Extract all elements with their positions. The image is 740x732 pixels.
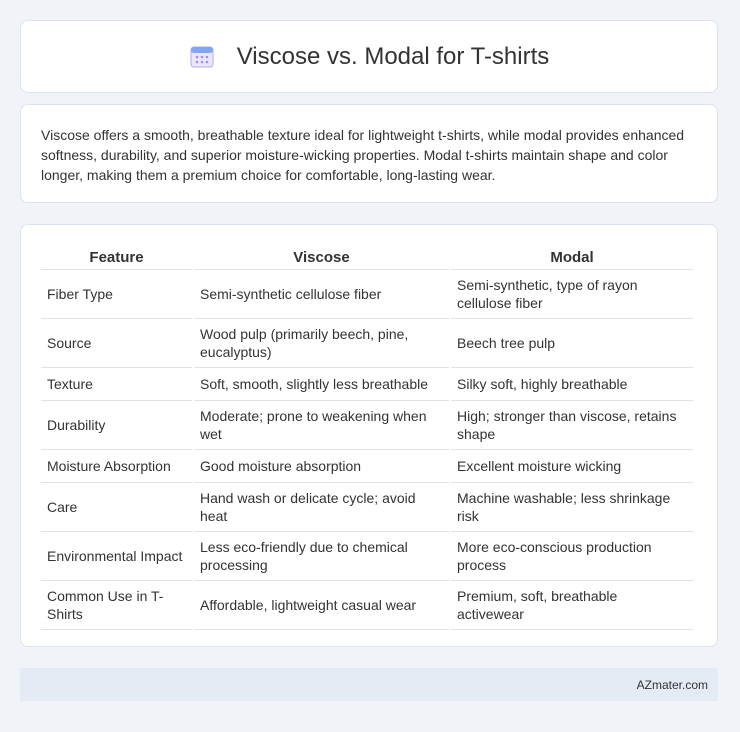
viscose-cell: Hand wash or delicate cycle; avoid heat bbox=[194, 483, 449, 532]
modal-cell: More eco-conscious production process bbox=[451, 532, 693, 581]
summary-text: Viscose offers a smooth, breathable texture ideal for lightweight t-shirts, while modal provides enhanced softness, durability, and superior moisture-wicking properties. Modal t-shirts maintain shape and color longer, making them a premium choice for comfortable, long-lasting wear. bbox=[41, 127, 685, 183]
calendar-icon bbox=[189, 44, 215, 70]
footer-brand[interactable]: AZmater.com bbox=[636, 677, 708, 692]
table-row bbox=[41, 368, 693, 401]
footer bbox=[20, 668, 718, 701]
table-row bbox=[41, 483, 693, 532]
feature-cell: Texture bbox=[41, 368, 192, 401]
table-row bbox=[41, 401, 693, 450]
feature-cell: Care bbox=[41, 483, 192, 532]
page-title: Viscose vs. Modal for T-shirts bbox=[236, 42, 550, 70]
table-row bbox=[41, 319, 693, 368]
table-row bbox=[41, 450, 693, 483]
comparison-table bbox=[39, 245, 695, 630]
table-row bbox=[41, 270, 693, 319]
feature-cell: Fiber Type bbox=[41, 270, 192, 319]
modal-cell: Silky soft, highly breathable bbox=[451, 368, 693, 401]
modal-cell: Machine washable; less shrinkage risk bbox=[451, 483, 693, 532]
modal-cell: Semi-synthetic, type of rayon cellulose fiber bbox=[451, 270, 693, 319]
feature-cell: Environmental Impact bbox=[41, 532, 192, 581]
feature-cell: Durability bbox=[41, 401, 192, 450]
viscose-cell: Moderate; prone to weakening when wet bbox=[194, 401, 449, 450]
table-header-row bbox=[41, 245, 693, 270]
feature-cell: Common Use in T-Shirts bbox=[41, 581, 192, 630]
viscose-cell: Semi-synthetic cellulose fiber bbox=[194, 270, 449, 319]
title-card bbox=[20, 20, 718, 93]
viscose-cell: Affordable, lightweight casual wear bbox=[194, 581, 449, 630]
modal-cell: Premium, soft, breathable activewear bbox=[451, 581, 693, 630]
summary-card bbox=[20, 104, 718, 203]
viscose-cell: Good moisture absorption bbox=[194, 450, 449, 483]
feature-cell: Source bbox=[41, 319, 192, 368]
table-row bbox=[41, 581, 693, 630]
viscose-cell: Soft, smooth, slightly less breathable bbox=[194, 368, 449, 401]
viscose-cell: Less eco-friendly due to chemical processing bbox=[194, 532, 449, 581]
column-header-viscose: Viscose bbox=[194, 245, 449, 270]
feature-cell: Moisture Absorption bbox=[41, 450, 192, 483]
modal-cell: Excellent moisture wicking bbox=[451, 450, 693, 483]
column-header-modal: Modal bbox=[451, 245, 693, 270]
table-row bbox=[41, 532, 693, 581]
modal-cell: High; stronger than viscose, retains shape bbox=[451, 401, 693, 450]
table-card bbox=[20, 224, 718, 647]
column-header-feature: Feature bbox=[41, 245, 192, 270]
viscose-cell: Wood pulp (primarily beech, pine, eucalyptus) bbox=[194, 319, 449, 368]
modal-cell: Beech tree pulp bbox=[451, 319, 693, 368]
